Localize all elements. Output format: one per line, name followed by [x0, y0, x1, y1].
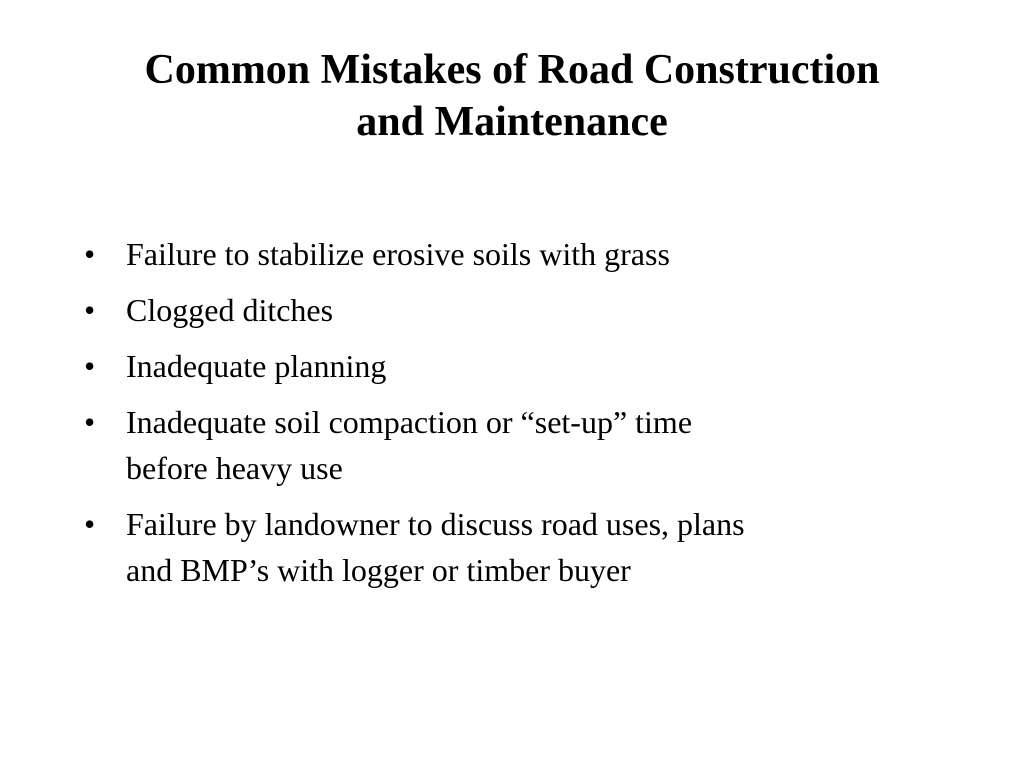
bullet-text-line: Inadequate planning: [126, 348, 387, 384]
bullet-marker: •: [84, 236, 96, 272]
bullet-marker: •: [84, 506, 96, 542]
bullet-marker: •: [84, 404, 96, 440]
bullet-item-soil-compaction: [84, 399, 924, 491]
slide-title: [60, 44, 964, 148]
bullet-item-clogged-ditches: [84, 287, 924, 333]
bullet-text-line: and BMP’s with logger or timber buyer: [126, 552, 631, 588]
bullet-item-inadequate-planning: [84, 343, 924, 389]
slide-title-line-2: and Maintenance: [356, 99, 668, 145]
bullet-text-line: before heavy use: [126, 450, 343, 486]
bullet-text-line: Failure to stabilize erosive soils with grass: [126, 236, 670, 272]
bullet-text-line: Failure by landowner to discuss road uses, plans: [126, 506, 745, 542]
slide-title-line-1: Common Mistakes of Road Construction: [144, 47, 880, 93]
bullet-marker: •: [84, 292, 96, 328]
bullet-list: [84, 231, 924, 603]
bullet-text-line: Inadequate soil compaction or “set-up” time: [126, 404, 693, 440]
bullet-text-line: Clogged ditches: [126, 292, 334, 328]
bullet-item-landowner-discussion: [84, 501, 924, 593]
bullet-marker: •: [84, 348, 96, 384]
bullet-item-stabilize-soils: [84, 231, 924, 277]
